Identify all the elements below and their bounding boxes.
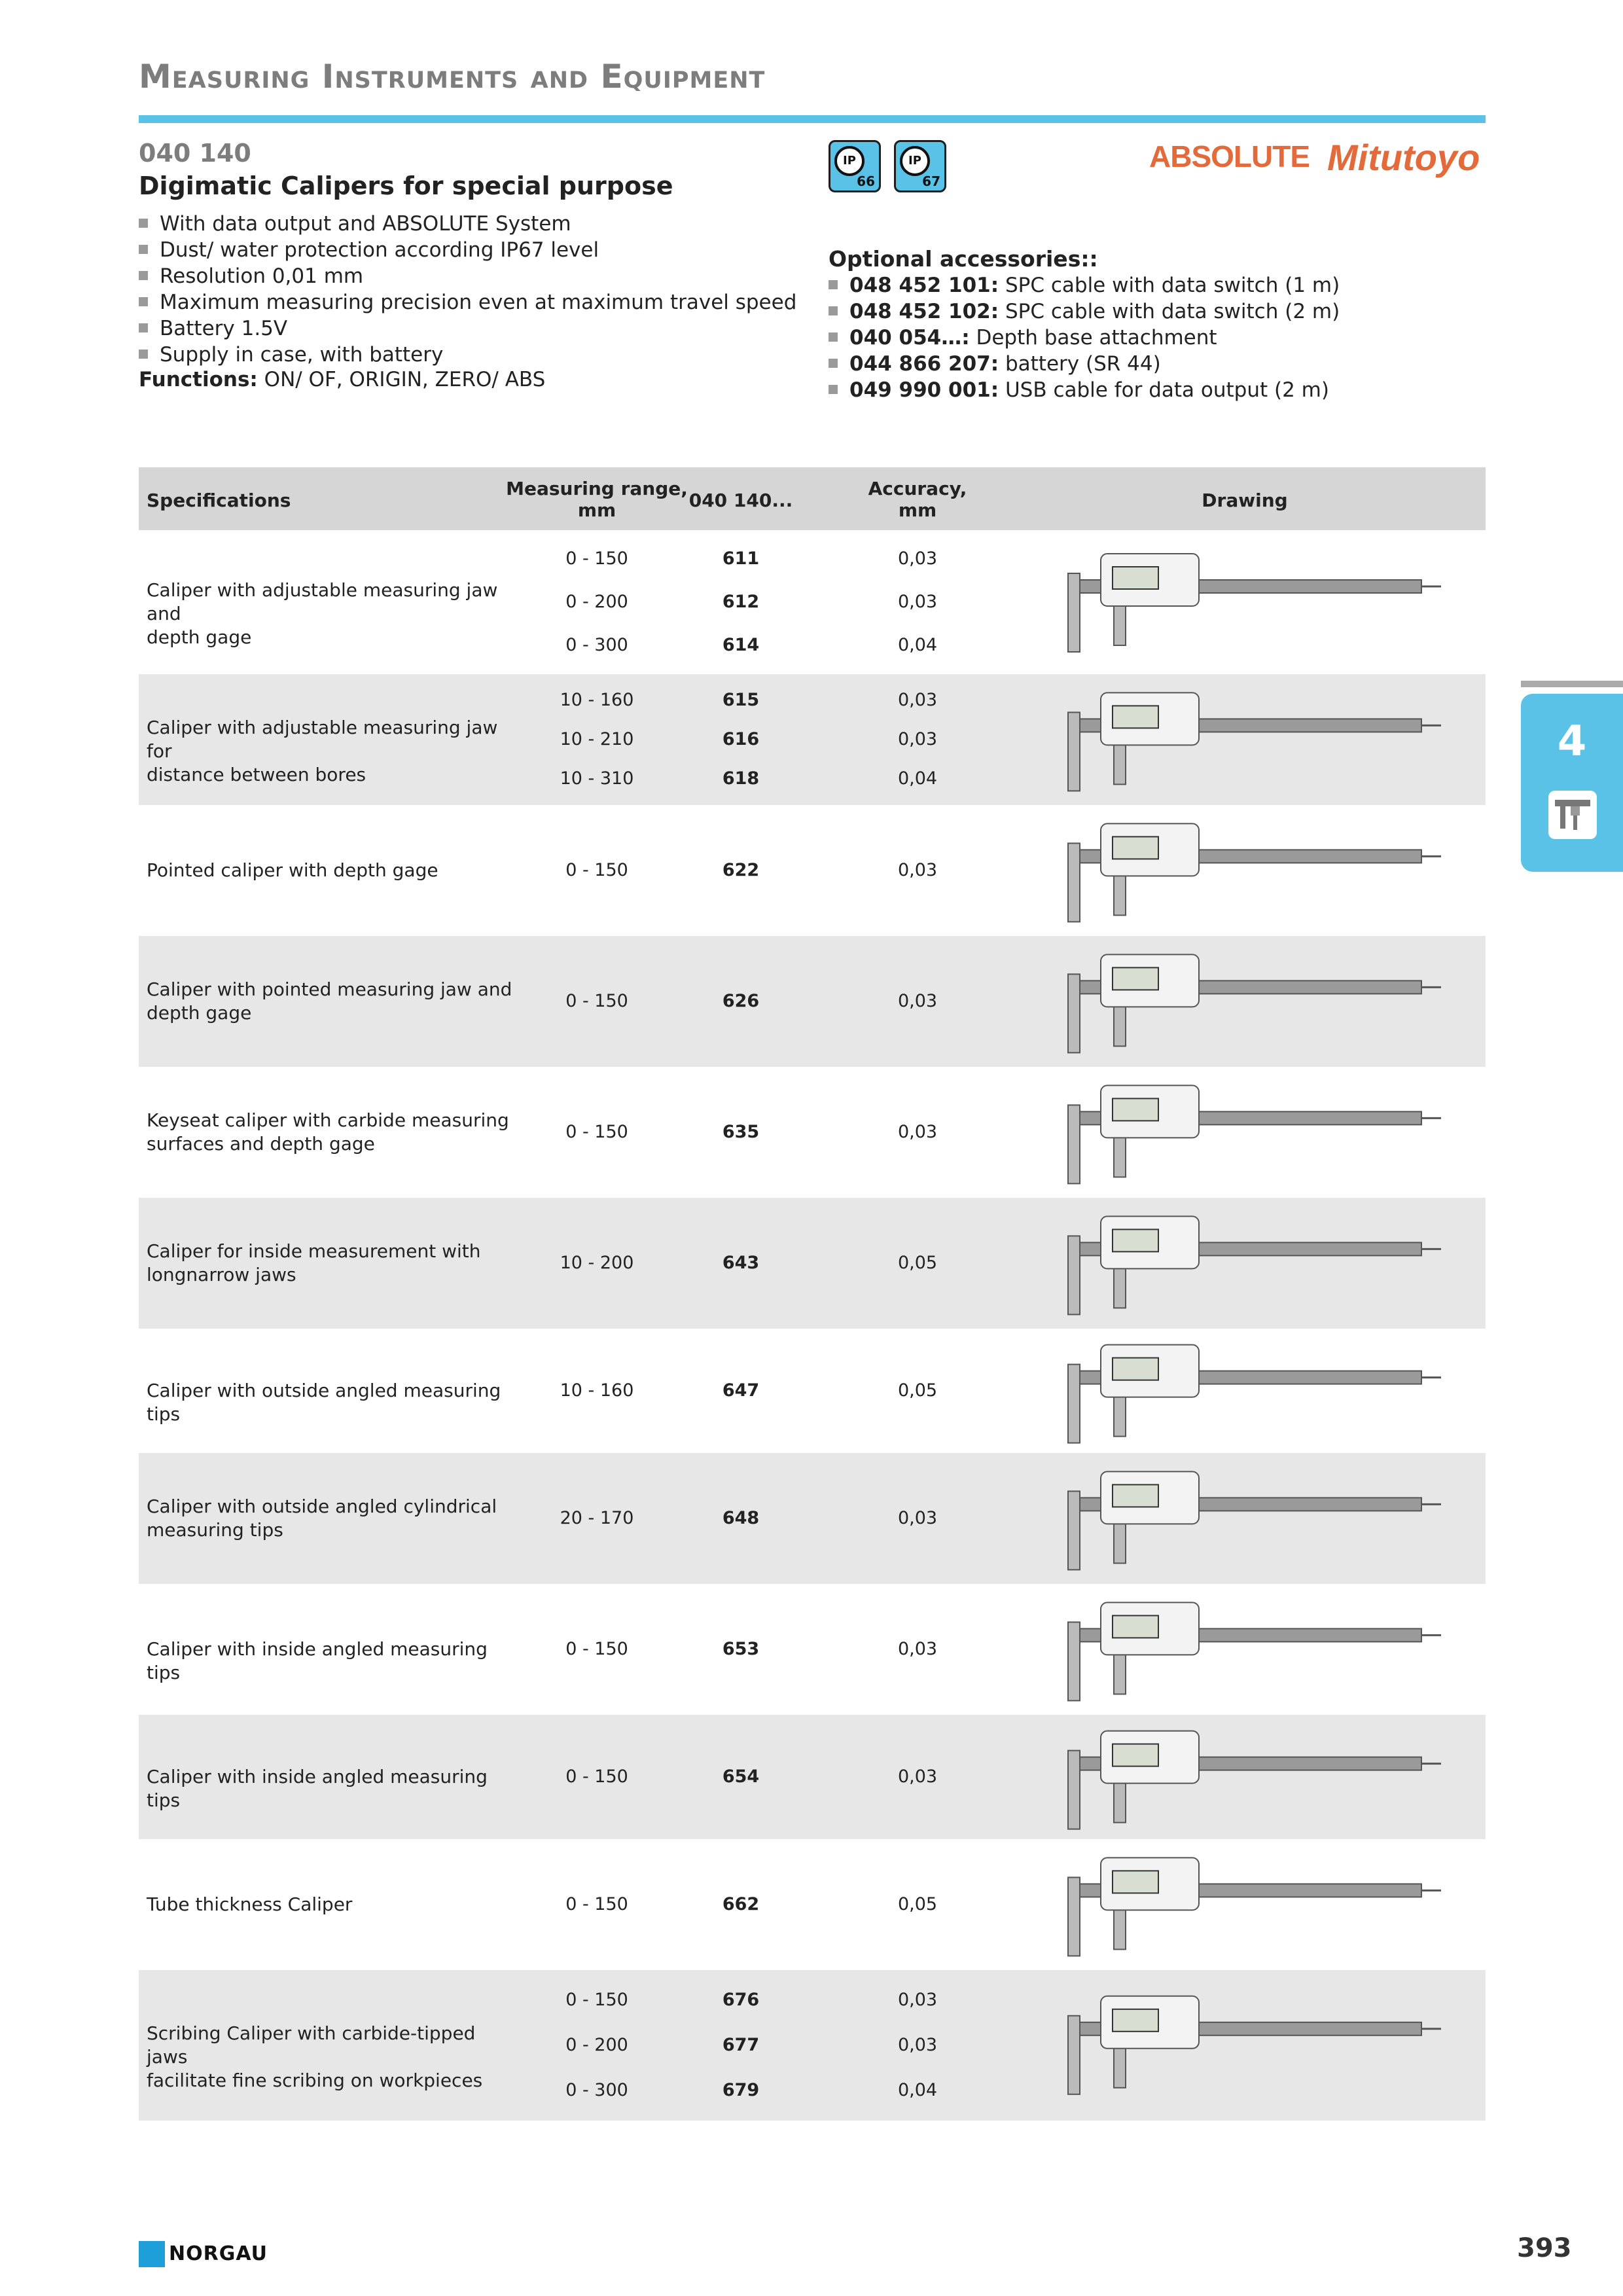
code-cell: 677 [722,2035,760,2055]
caliper-drawing-icon [1042,537,1448,668]
accuracy-cell: 0,03 [897,1508,938,1528]
code-cell: 611 [722,548,760,569]
accessory-item: 040 054…: Depth base attachment [829,325,1340,351]
range-cell: 10 - 160 [560,1380,634,1401]
table-row [139,805,1486,936]
accessories-list [829,272,1340,403]
table-row [139,1067,1486,1198]
caliper-drawing-icon [1042,812,1448,929]
range-cell: 20 - 170 [560,1508,634,1528]
code-cell: 662 [722,1894,760,1914]
code-cell: 616 [722,729,760,749]
feature-item: Battery 1.5V [139,315,796,342]
ip66-badge-icon: IP 66 [829,140,881,192]
range-cell: 0 - 300 [565,2080,628,2100]
header-code: 040 140... [688,490,793,511]
table-row [139,1584,1486,1715]
product-title: Digimatic Calipers for special purpose [139,171,673,200]
table-row [139,936,1486,1067]
section-title: Measuring Instruments and Equipment [139,58,766,96]
accuracy-cell: 0,04 [897,768,938,789]
caliper-drawing-icon [1042,1721,1448,1833]
bullet-icon [139,271,148,280]
table-row [139,1198,1486,1329]
table-row [139,1715,1486,1839]
accuracy-cell: 0,03 [897,1767,938,1787]
caliper-drawing-icon [1042,1335,1448,1446]
code-cell: 635 [722,1122,760,1142]
code-cell: 679 [722,2080,760,2100]
range-cell: 0 - 200 [565,592,628,612]
range-cell: 10 - 210 [560,729,634,749]
accuracy-cell: 0,03 [897,1639,938,1659]
accessories-title: Optional accessories:: [829,246,1098,272]
spec-description: Caliper with inside angled measuring tips [147,1766,488,1811]
range-cell: 0 - 150 [565,860,628,880]
accuracy-cell: 0,03 [897,548,938,569]
page-number: 393 [1517,2233,1572,2263]
accuracy-cell: 0,03 [897,1990,938,2010]
range-cell: 0 - 150 [565,1990,628,2010]
code-cell: 643 [722,1253,760,1273]
accuracy-cell: 0,05 [897,1380,938,1401]
code-cell: 647 [722,1380,760,1401]
spec-description: Caliper with adjustable measuring jaw and depth gage [147,579,498,648]
functions-line: Functions: ON/ OF, ORIGIN, ZERO/ ABS [139,368,546,391]
code-cell: 622 [722,860,760,880]
table-row [139,1329,1486,1453]
bullet-icon [829,385,838,394]
spec-description: Keyseat caliper with carbide measuring surfaces and depth gage [147,1109,509,1155]
table-row [139,530,1486,674]
header-rule [139,115,1486,123]
bullet-icon [829,280,838,289]
spec-description: Caliper with outside angled cylindrical measuring tips [147,1496,497,1541]
footer-brand: NORGAU [169,2242,268,2265]
caliper-drawing-icon [1042,1846,1448,1964]
accessory-item: 048 452 102: SPC cable with data switch (2 m) [829,298,1340,325]
accessory-item: 049 990 001: USB cable for data output (2 m) [829,377,1340,403]
table-row [139,1839,1486,1970]
spec-description: Caliper with pointed measuring jaw and depth gage [147,978,512,1024]
header-specifications: Specifications [147,490,291,511]
range-cell: 0 - 150 [565,1122,628,1142]
code-cell: 648 [722,1508,760,1528]
bullet-icon [139,323,148,332]
accuracy-cell: 0,04 [897,635,938,655]
chapter-number: 4 [1557,717,1587,766]
code-cell: 615 [722,690,760,710]
table-header [139,467,1486,530]
bullet-icon [139,350,148,359]
code-cell: 676 [722,1990,760,2010]
spec-description: Scribing Caliper with carbide-tipped jaws facilitate fine scribing on workpieces [147,2022,483,2091]
feature-list [139,211,796,368]
table-row [139,1453,1486,1584]
caliper-drawing-icon [1042,1460,1448,1577]
accuracy-cell: 0,03 [897,991,938,1011]
range-cell: 0 - 300 [565,635,628,655]
absolute-logo: ABSOLUTE [1149,139,1310,173]
table-row [139,1970,1486,2121]
code-cell: 626 [722,991,760,1011]
spec-description: Caliper with adjustable measuring jaw for distance between bores [147,717,498,785]
caliper-drawing-icon [1042,681,1448,798]
range-cell: 0 - 200 [565,2035,628,2055]
range-cell: 0 - 150 [565,1767,628,1787]
feature-item: Maximum measuring precision even at maximum travel speed [139,289,796,315]
header-range: Measuring range, mm [506,478,688,521]
feature-item: Supply in case, with battery [139,342,796,368]
spec-description: Tube thickness Caliper [147,1893,353,1915]
accuracy-cell: 0,03 [897,729,938,749]
bullet-icon [829,306,838,315]
product-code: 040 140 [139,139,251,168]
caliper-drawing-icon [1042,1073,1448,1191]
mitutoyo-logo: Mitutoyo [1327,137,1480,178]
accuracy-cell: 0,03 [897,2035,938,2055]
range-cell: 0 - 150 [565,991,628,1011]
header-accuracy: Accuracy, mm [868,478,967,521]
accessory-item: 044 866 207: battery (SR 44) [829,351,1340,377]
range-cell: 0 - 150 [565,1894,628,1914]
code-cell: 618 [722,768,760,789]
feature-item: Resolution 0,01 mm [139,263,796,289]
range-cell: 10 - 160 [560,690,634,710]
accuracy-cell: 0,05 [897,1894,938,1914]
caliper-drawing-icon [1042,1977,1448,2114]
accuracy-cell: 0,05 [897,1253,938,1273]
code-cell: 654 [722,1767,760,1787]
caliper-drawing-icon [1042,942,1448,1060]
range-cell: 10 - 310 [560,768,634,789]
caliper-drawing-icon [1042,1590,1448,1708]
range-cell: 0 - 150 [565,1639,628,1659]
feature-item: With data output and ABSOLUTE System [139,211,796,237]
bullet-icon [829,332,838,342]
spec-description: Caliper for inside measurement with longnarrow jaws [147,1240,481,1285]
caliper-icon [1548,791,1597,839]
bullet-icon [139,297,148,306]
spec-description: Pointed caliper with depth gage [147,859,438,881]
norgau-logo-icon [139,2241,165,2267]
table-row [139,674,1486,805]
tab-rule [1521,681,1623,687]
spec-description: Caliper with outside angled measuring tips [147,1380,501,1425]
bullet-icon [829,359,838,368]
code-cell: 612 [722,592,760,612]
header-drawing: Drawing [1202,490,1288,511]
bullet-icon [139,219,148,228]
ip67-badge-icon: IP 67 [894,140,946,192]
accuracy-cell: 0,04 [897,2080,938,2100]
accessory-item: 048 452 101: SPC cable with data switch (1 m) [829,272,1340,298]
accuracy-cell: 0,03 [897,1122,938,1142]
range-cell: 0 - 150 [565,548,628,569]
spec-description: Caliper with inside angled measuring tips [147,1638,488,1683]
code-cell: 653 [722,1639,760,1659]
feature-item: Dust/ water protection according IP67 level [139,237,796,263]
accuracy-cell: 0,03 [897,860,938,880]
bullet-icon [139,245,148,254]
range-cell: 10 - 200 [560,1253,634,1273]
accuracy-cell: 0,03 [897,592,938,612]
caliper-drawing-icon [1042,1204,1448,1322]
accuracy-cell: 0,03 [897,690,938,710]
code-cell: 614 [722,635,760,655]
